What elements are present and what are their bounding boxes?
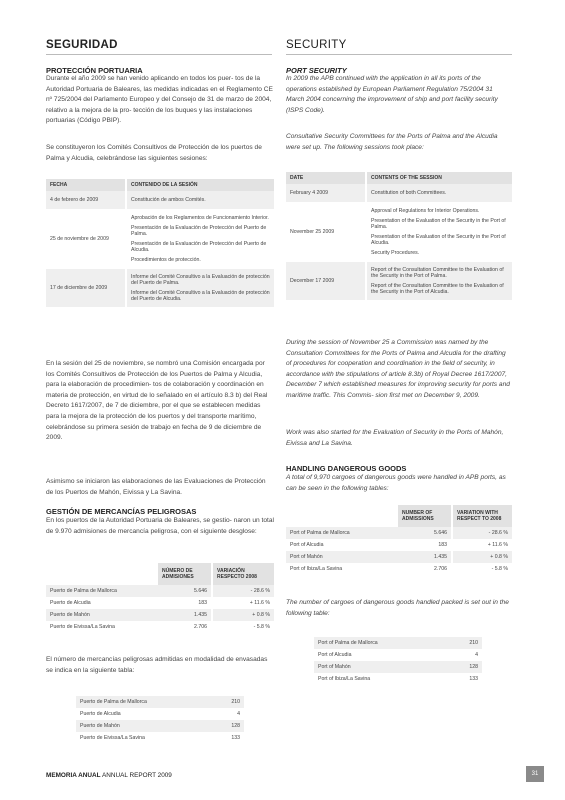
port-name: Port of Alcudia — [318, 652, 352, 658]
paragraph-port-3-en: During the session of November 25 a Commission was named by the Consultation Committees for the Ports of Palma and Alcudia for the drafting of procedures for cooperation and coordination in the field of security, in accordance with the stipulations of article 8.3b) of Royal Decree 1617/2007, December 7 which established measures for improving security for ports and maritime traffic. This Commis- sion first met on December 9, 2009. — [286, 339, 510, 399]
column-header: NÚMERO DE ADMISIONES — [158, 563, 212, 585]
session-date: November 25 2009 — [290, 229, 335, 235]
packed-count: 210 — [469, 640, 478, 646]
table-row — [76, 696, 244, 708]
packed-count: 128 — [231, 723, 240, 729]
heading-port-security: PORT SECURITY — [286, 66, 347, 75]
session-date: December 17 2009 — [290, 278, 335, 284]
variation-value: - 28.6 % — [212, 585, 274, 597]
session-item: Presentación de la Evaluación de Protección del Puerto de Palma. — [131, 225, 267, 237]
session-item: Approval of Regulations for Interior Operations. — [371, 208, 480, 214]
column-header: CONTENTS OF THE SESSION — [366, 172, 512, 184]
session-item: Informe del Comité Consultivo a la Evaluación de protección del Puerto de Alcudia. — [131, 290, 270, 302]
packed-count: 128 — [469, 664, 478, 670]
variation-value: - 5.8 % — [212, 621, 274, 633]
paragraph-dg-1-en: A total of 9,970 cargoes of dangerous goods were handled in APB ports, as can be seen in the following tables: — [286, 474, 506, 492]
table-row — [286, 184, 512, 202]
packed-count: 4 — [237, 711, 240, 717]
paragraph-port-2-es: Se constituyeron los Comités Consultivos de Protección de los puertos de Palma y Alcudia, celebrándose las siguientes sesiones: — [46, 144, 262, 162]
table-row — [314, 673, 482, 685]
table-row — [314, 637, 482, 649]
admissions-table-en — [286, 505, 512, 575]
session-item: Presentation of the Evaluation of the Security in the Port of Alcudia. — [371, 234, 506, 246]
page-number: 31 — [526, 766, 544, 782]
admissions-table-es — [46, 563, 274, 633]
table-row — [46, 585, 274, 597]
table-row — [286, 563, 512, 575]
session-item: Constitución de ambos Comités. — [126, 191, 274, 209]
table-row — [286, 262, 512, 300]
session-date: 4 de febrero de 2009 — [50, 197, 99, 203]
admissions-count: 2.706 — [434, 566, 447, 572]
packed-count: 4 — [475, 652, 478, 658]
port-name: Port of Alcudia — [290, 542, 324, 548]
column-header: FECHA — [50, 182, 68, 188]
column-header: NUMBER OF ADMISSIONS — [398, 505, 452, 527]
footer-annual-report: ANNUAL REPORT 2009 — [102, 772, 172, 779]
port-name: Puerto de Eivissa/La Savina — [80, 735, 145, 741]
table-row — [46, 609, 274, 621]
paragraph-port-4-en: Work was also started for the Evaluation of Security in the Ports of Mahón, Eivissa and La Savina. — [286, 429, 504, 447]
table-row — [286, 539, 512, 551]
session-item: Presentation of the Evaluation of the Security in the Port of Palma. — [371, 218, 506, 230]
admissions-count: 5.646 — [194, 588, 207, 594]
admissions-count: 2.706 — [194, 624, 207, 630]
admissions-count: 5.646 — [434, 530, 447, 536]
packed-count: 210 — [231, 699, 240, 705]
table-header — [46, 179, 274, 191]
paragraph-port-4-es: Asimismo se iniciaron las elaboraciones de las Evaluaciones de Protección de los Puertos de Mahón, Eivissa y La Savina. — [46, 478, 266, 496]
port-name: Puerto de Mahón — [80, 723, 120, 729]
packed-table-en — [314, 637, 482, 685]
session-item: Report of the Consultation Committee to the Evaluation of the Security in the Port of Alcudia. — [371, 283, 504, 295]
variation-value: + 0.8 % — [452, 551, 512, 563]
footer-memoria: MEMORIA ANUAL — [46, 772, 101, 779]
port-name: Port of Mahón — [290, 554, 323, 560]
port-name: Port of Palma de Mallorca — [318, 640, 378, 646]
variation-value: - 28.6 % — [452, 527, 512, 539]
table-row — [46, 191, 274, 209]
table-row — [76, 720, 244, 732]
session-item: Procedimientos de protección. — [131, 257, 201, 263]
port-name: Puerto de Alcudia — [50, 600, 91, 606]
paragraph-port-3-es: En la sesión del 25 de noviembre, se nombró una Comisión encargada por los Comités Consultivos de Protección de los Puertos de Palma y Alcudia, para la elaboración de procedimien- tos de colaboración y coordinación en materia de protección, en virtud de lo señalado en el artículo 8.3 b) del Real Decreto 1617/2007, de 7 de diciembre, por el que se establecen medidas para la mejora de la protección de los puertos y del transporte marítimo, celebrándose su primera sesión de trabajo en fecha de 9 de diciembre de 2009. — [46, 360, 268, 442]
port-name: Port of Ibiza/La Savina — [318, 676, 371, 682]
title-rule-es — [46, 54, 272, 55]
table-row — [286, 551, 512, 563]
table-row — [314, 649, 482, 661]
port-name: Puerto de Mahón — [50, 612, 90, 618]
admissions-count: 183 — [198, 600, 207, 606]
port-name: Port of Mahón — [318, 664, 351, 670]
paragraph-port-1-en: In 2009 the APB continued with the application in all its ports of the operations established by European Parliament Regulation 75/2004 31 March 2004 concerning the improvement of ship and port facility security (ISPS Code). — [286, 75, 498, 114]
session-item: Security Procedures. — [371, 250, 420, 256]
admissions-count: 1.435 — [194, 612, 207, 618]
session-date: 25 de noviembre de 2009 — [50, 236, 109, 242]
session-item: Aprobación de los Reglamentos de Funcionamiento Interior. — [131, 215, 269, 221]
session-item: Constitution of both Committees. — [366, 184, 512, 202]
table-row — [46, 209, 274, 269]
footer — [46, 772, 172, 779]
table-row — [286, 527, 512, 539]
admissions-count: 183 — [438, 542, 447, 548]
column-header: VARIATION WITH RESPECT TO 2008 — [452, 505, 512, 527]
table-row — [46, 621, 274, 633]
heading-dangerous-goods-es: GESTIÓN DE MERCANCÍAS PELIGROSAS — [46, 507, 197, 516]
paragraph-port-2-en: Consultative Security Committees for the Ports of Palma and the Alcudia were set up. The following sessions took place: — [286, 133, 498, 151]
table-row — [76, 732, 244, 744]
port-name: Port of Palma de Mallorca — [290, 530, 350, 536]
session-date: 17 de diciembre de 2009 — [50, 285, 108, 291]
variation-value: - 5.8 % — [452, 563, 512, 575]
title-rule-en — [286, 54, 512, 55]
section-title-en: SECURITY — [286, 39, 347, 51]
sessions-table-es — [46, 179, 274, 307]
variation-value: + 0.8 % — [212, 609, 274, 621]
heading-port-protection: PROTECCIÓN PORTUARIA — [46, 66, 143, 75]
column-header: VARIACIÓN RESPECTO 2008 — [212, 563, 274, 585]
packed-count: 133 — [469, 676, 478, 682]
section-title-es: SEGURIDAD — [46, 39, 118, 51]
column-header: CONTENIDO DE LA SESIÓN — [126, 179, 274, 191]
paragraph-port-1-es: Durante el año 2009 se han venido aplicando en todos los puer- tos de la Autoridad Portuaria de Baleares, las medidas indicadas en el Reglamento CE nº 725/2004 del Parlamento Europeo y del Consejo de 31 de marzo de 2004, relativo a la mejora de la pro- tección de los buques y las instalaciones portuarias (Código PBIP). — [46, 75, 273, 125]
heading-dangerous-goods-en: HANDLING DANGEROUS GOODS — [286, 464, 407, 473]
paragraph-dg-2-es: El número de mercancías peligrosas admitidas en modalidad de envasadas se indica en la siguiente tabla: — [46, 656, 268, 674]
variation-value: + 11.6 % — [452, 539, 512, 551]
table-header — [286, 172, 512, 184]
paragraph-dg-2-en: The number of cargoes of dangerous goods handled packed is set out in the following table: — [286, 599, 509, 617]
table-row — [76, 708, 244, 720]
packed-table-es — [76, 696, 244, 744]
session-item: Presentación de la Evaluación de Protección del Puerto de Alcudia. — [131, 241, 267, 253]
port-name: Port of Ibiza/La Savina — [290, 566, 343, 572]
session-date: February 4 2009 — [290, 190, 329, 196]
table-row — [314, 661, 482, 673]
port-name: Puerto de Alcudia — [80, 711, 121, 717]
variation-value: + 11.6 % — [212, 597, 274, 609]
port-name: Puerto de Eivissa/La Savina — [50, 624, 115, 630]
paragraph-dg-1-es: En los puertos de la Autoridad Portuaria de Baleares, se gestio- naron un total de 9.970 admisiones de mercancía peligrosa, con el siguiente desglose: — [46, 517, 274, 535]
session-item: Report of the Consultation Committee to the Evaluation of the Security in the Port of Palma. — [371, 267, 504, 279]
table-row — [286, 202, 512, 262]
port-name: Puerto de Palma de Mallorca — [80, 699, 147, 705]
sessions-table-en — [286, 172, 512, 300]
port-name: Puerto de Palma de Mallorca — [50, 588, 117, 594]
column-header: DATE — [290, 175, 304, 181]
table-row — [46, 269, 274, 307]
admissions-count: 1.435 — [434, 554, 447, 560]
session-item: Informe del Comité Consultivo a la Evaluación de protección del Puerto de Palma. — [131, 274, 270, 286]
table-row — [46, 597, 274, 609]
packed-count: 133 — [231, 735, 240, 741]
